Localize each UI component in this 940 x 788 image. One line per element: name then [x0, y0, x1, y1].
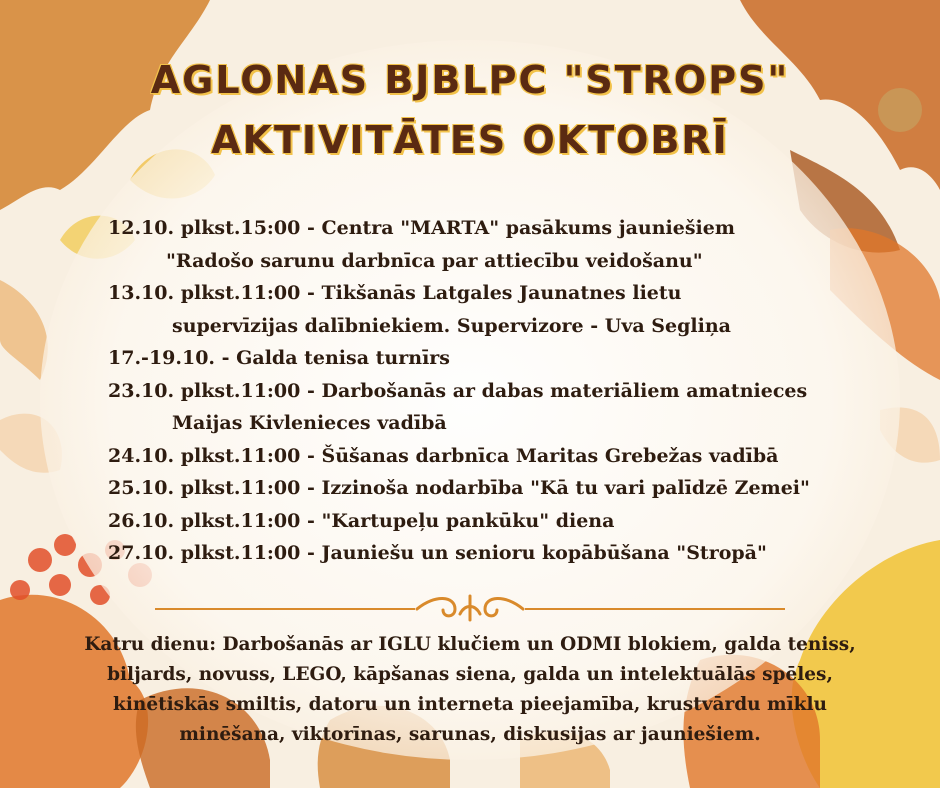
- daily-line: kinētiskās smiltis, datoru un interneta pieejamība, krustvārdu mīklu: [113, 694, 827, 715]
- flourish-icon: [417, 596, 523, 620]
- event-line-continuation: Maijas Kivlenieces vadībā: [172, 412, 447, 434]
- event-line: 27.10. plkst.11:00 - Jauniešu un senioru kopābūšana "Stropā": [108, 542, 767, 564]
- ornament-divider: [155, 592, 785, 622]
- event-line: 24.10. plkst.11:00 - Šūšanas darbnīca Maritas Grebežas vadībā: [108, 444, 779, 467]
- event-line: 23.10. plkst.11:00 - Darbošanās ar dabas materiāliem amatnieces: [108, 379, 808, 402]
- event-line: 13.10. plkst.11:00 - Tikšanās Latgales Jaunatnes lietu: [108, 282, 682, 304]
- event-line-continuation: supervīzijas dalībniekiem. Supervizore - Uva Segliņa: [172, 314, 731, 337]
- daily-activities: [30, 630, 910, 750]
- event-schedule: [108, 212, 868, 570]
- event-line: 26.10. plkst.11:00 - "Kartupeļu pankūku" diena: [108, 509, 615, 532]
- event-line: 25.10. plkst.11:00 - Izzinoša nodarbība "Kā tu vari palīdzē Zemei": [108, 477, 810, 499]
- daily-line: minēšana, viktorīnas, sarunas, diskusijas ar jauniešiem.: [179, 724, 761, 745]
- event-line: 17.-19.10. - Galda tenisa turnīrs: [108, 347, 450, 369]
- event-line-continuation: "Radošo sarunu darbnīca par attiecību veidošanu": [166, 249, 703, 272]
- page-title-line-1: AGLONAS BJBLPC "STROPS": [150, 58, 790, 102]
- daily-line: Katru dienu: Darbošanās ar IGLU klučiem un ODMI blokiem, galda teniss,: [84, 634, 856, 655]
- daily-line: biljards, novuss, LEGO, kāpšanas siena, galda un intelektuālās spēles,: [107, 664, 833, 685]
- page-title-line-2: AKTIVITĀTES OKTOBRĪ: [211, 118, 729, 162]
- event-line: 12.10. plkst.15:00 - Centra "MARTA" pasākums jauniešiem: [108, 217, 735, 239]
